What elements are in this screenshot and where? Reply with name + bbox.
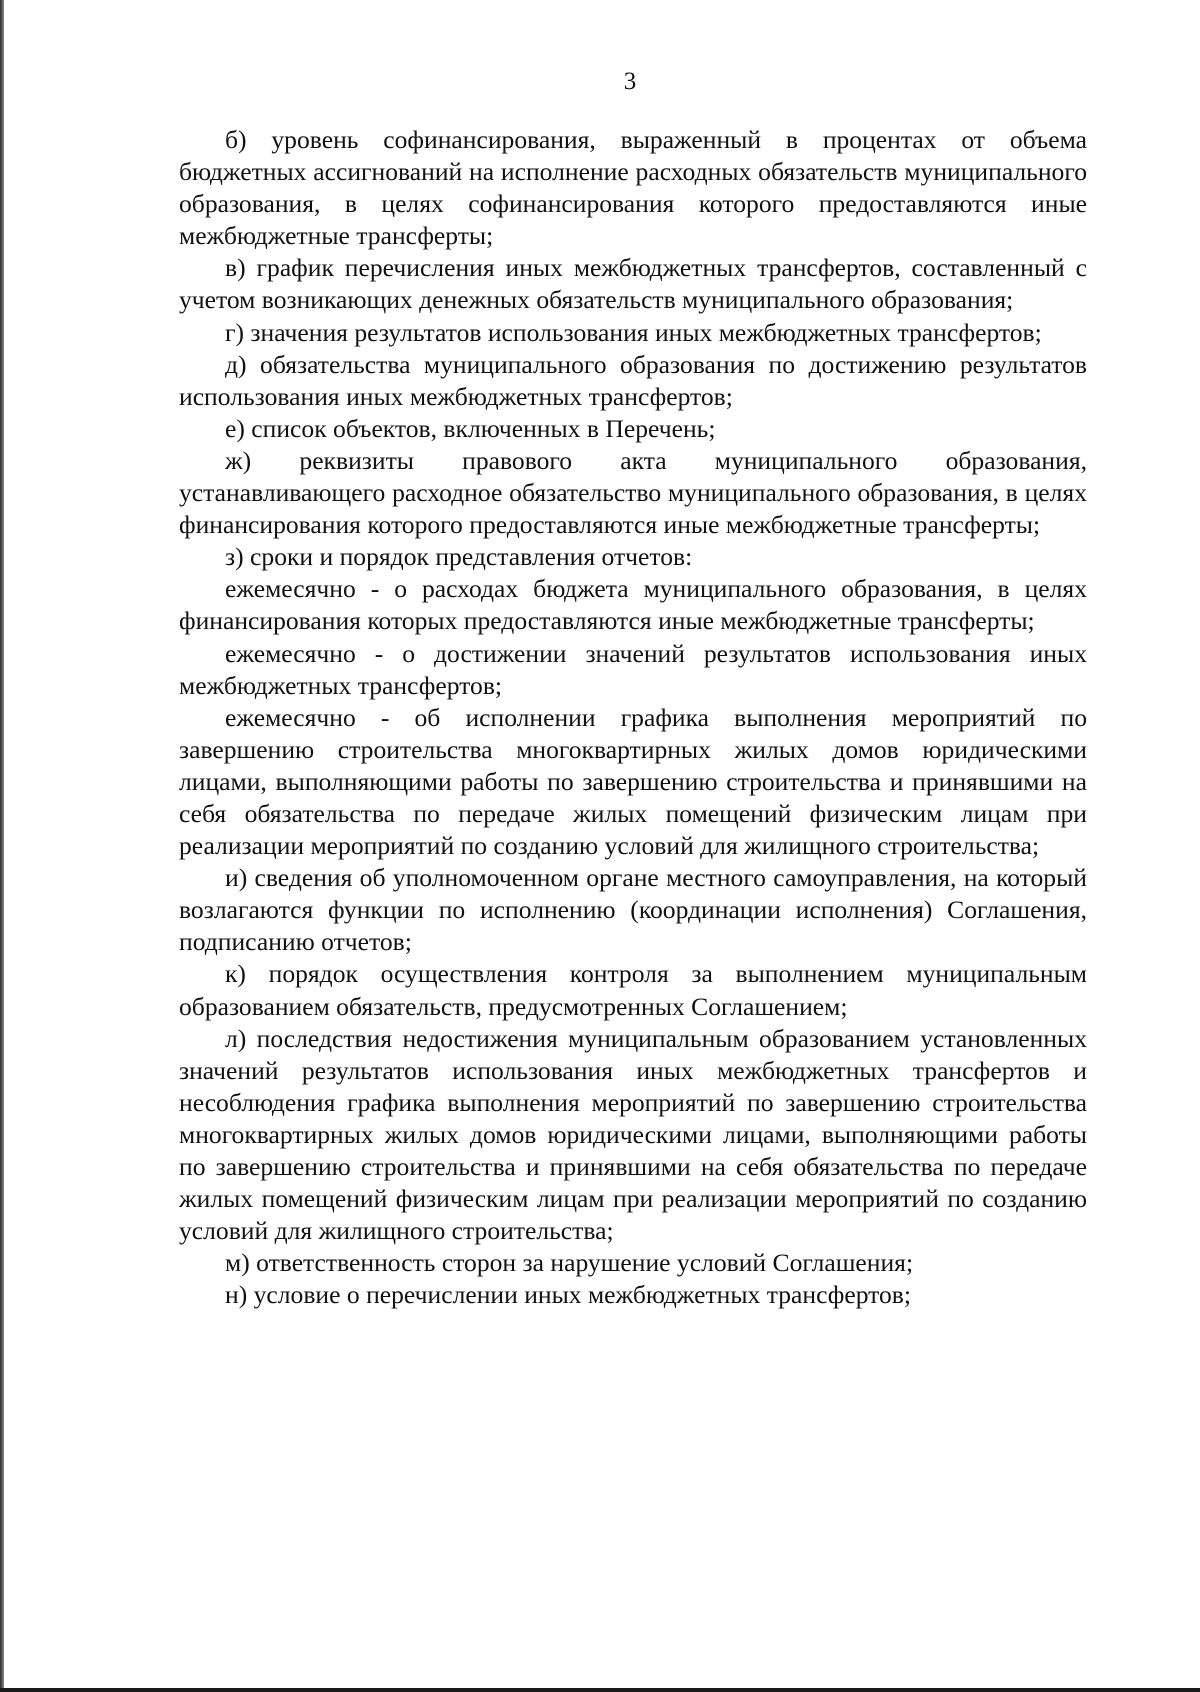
paragraph-e: е) список объектов, включенных в Перечень;	[225, 413, 716, 443]
paragraph-g: г) значения результатов использования иных межбюджетных трансфертов;	[225, 317, 1042, 347]
document-body	[179, 124, 1087, 1311]
page-number: 3	[623, 68, 637, 95]
paragraph-d: д) обязательства муниципального образования по достижению результатов использования иных межбюджетных трансфертов;	[179, 349, 1087, 411]
paragraph-b: б) уровень софинансирования, выраженный в процентах от объема бюджетных ассигнований на исполнение расходных обязательств муниципального образования, в целях софинансирования которого предоставляются иные межбюджетные трансферты;	[179, 125, 1087, 251]
scan-left-edge	[0, 0, 4, 1692]
paragraph-i: и) сведения об уполномоченном органе местного самоуправления, на который возлагаются функции по исполнению (координации исполнения) Соглашения, подписанию отчетов;	[179, 863, 1087, 957]
paragraph-l: л) последствия недостижения муниципальным образованием установленных значений результатов использования иных межбюджетных трансфертов и несоблюдения графика выполнения мероприятий по завершению строительства многоквартирных жилых домов юридическими лицами, выполняющими работы по завершению строительства и принявшими на себя обязательства по передаче жилых помещений физическим лицам при реализации мероприятий по созданию условий для жилищного строительства;	[179, 1023, 1087, 1246]
paragraph-m: м) ответственность сторон за нарушение условий Соглашения;	[225, 1248, 914, 1278]
paragraph-n: н) условие о перечислении иных межбюджетных трансфертов;	[225, 1280, 911, 1310]
paragraph-k: к) порядок осуществления контроля за выполнением муниципальным образованием обязательств, предусмотренных Соглашением;	[179, 959, 1087, 1021]
scan-bottom-edge	[0, 1688, 1200, 1692]
paragraph-report-results: ежемесячно - о достижении значений результатов использования иных межбюджетных трансфертов;	[179, 638, 1087, 700]
paragraph-zh: ж) реквизиты правового акта муниципального образования, устанавливающего расходное обязательство муниципального образования, в целях финансирования которого предоставляются иные межбюджетные трансферты;	[179, 445, 1087, 540]
paragraph-report-expenses: ежемесячно - о расходах бюджета муниципального образования, в целях финансирования которых предоставляются иные межбюджетные трансферты;	[179, 574, 1087, 636]
paragraph-z: з) сроки и порядок представления отчетов:	[225, 542, 693, 572]
paragraph-v: в) график перечисления иных межбюджетных трансфертов, составленный с учетом возникающих денежных обязательств муниципального образования;	[179, 253, 1087, 315]
paragraph-report-schedule: ежемесячно - об исполнении графика выполнения мероприятий по завершению строительства многоквартирных жилых домов юридическими лицами, выполняющими работы по завершению строительства и принявшими на себя обязательства по передаче жилых помещений физическим лицам при реализации мероприятий по созданию условий для жилищного строительства;	[179, 702, 1087, 861]
